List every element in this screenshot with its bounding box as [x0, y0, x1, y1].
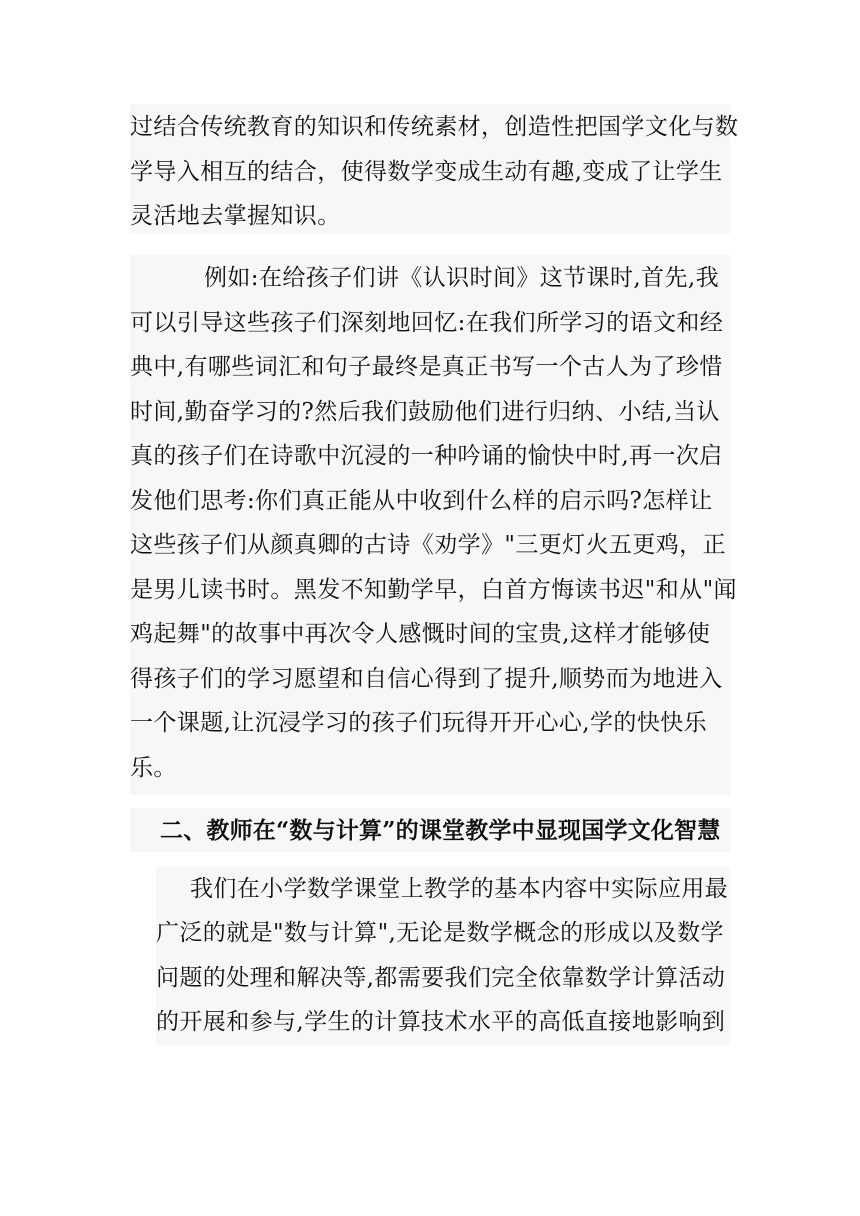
text-line: 发他们思考:你们真正能从中收到什么样的启示吗?怎样让 — [130, 488, 713, 514]
text-line: 得孩子们的学习愿望和自信心得到了提升,顺势而为地进入 — [130, 666, 723, 692]
text-line: 过结合传统教育的知识和传统素材，创造性把国学文化与数 — [130, 114, 739, 140]
text-line: 鸡起舞"的故事中再次令人感慨时间的宝贵,这样才能够使 — [130, 621, 711, 647]
text-line: 真的孩子们在诗歌中沉浸的一种吟诵的愉快中时,再一次启 — [130, 443, 723, 469]
text-line: 灵活地去掌握知识。 — [130, 203, 341, 229]
paragraph-3 — [156, 0, 740, 1050]
text-line: 是男儿读书时。黑发不知勤学早，白首方悔读书迟"和从"闻 — [130, 577, 737, 603]
text-line: 典中,有哪些词汇和句子最终是真正书写一个古人为了珍惜 — [130, 354, 723, 380]
text-line: 学导入相互的结合，使得数学变成生动有趣,变成了让学生 — [130, 159, 723, 185]
text-line: 乐。 — [130, 755, 177, 781]
text-line: 一个课题,让沉浸学习的孩子们玩得开开心心,学的快快乐 — [130, 710, 708, 736]
text-line: 时间,勤奋学习的?然后我们鼓励他们进行归纳、小结,当认 — [130, 399, 720, 425]
text-line: 的开展和参与,学生的计算技术水平的高低直接地影响到 — [156, 1009, 726, 1035]
text-line: 可以引导这些孩子们深刻地回忆:在我们所学习的语文和经 — [130, 310, 724, 336]
text-line: 问题的处理和解决等,都需要我们完全依靠数学计算活动 — [156, 965, 726, 991]
text-line: 例如:在给孩子们讲《认识时间》这节课时,首先,我 — [204, 265, 719, 291]
text-line: 这些孩子们从颜真卿的古诗《劝学》"三更灯火五更鸡，正 — [130, 532, 726, 558]
section-heading: 二、教师在“数与计算”的课堂教学中显现国学文化智慧 — [160, 817, 721, 844]
text-line: 我们在小学数学课堂上教学的基本内容中实际应用最 — [190, 876, 729, 902]
text-line: 广泛的就是"数与计算",无论是数学概念的形成以及数学 — [156, 920, 724, 946]
